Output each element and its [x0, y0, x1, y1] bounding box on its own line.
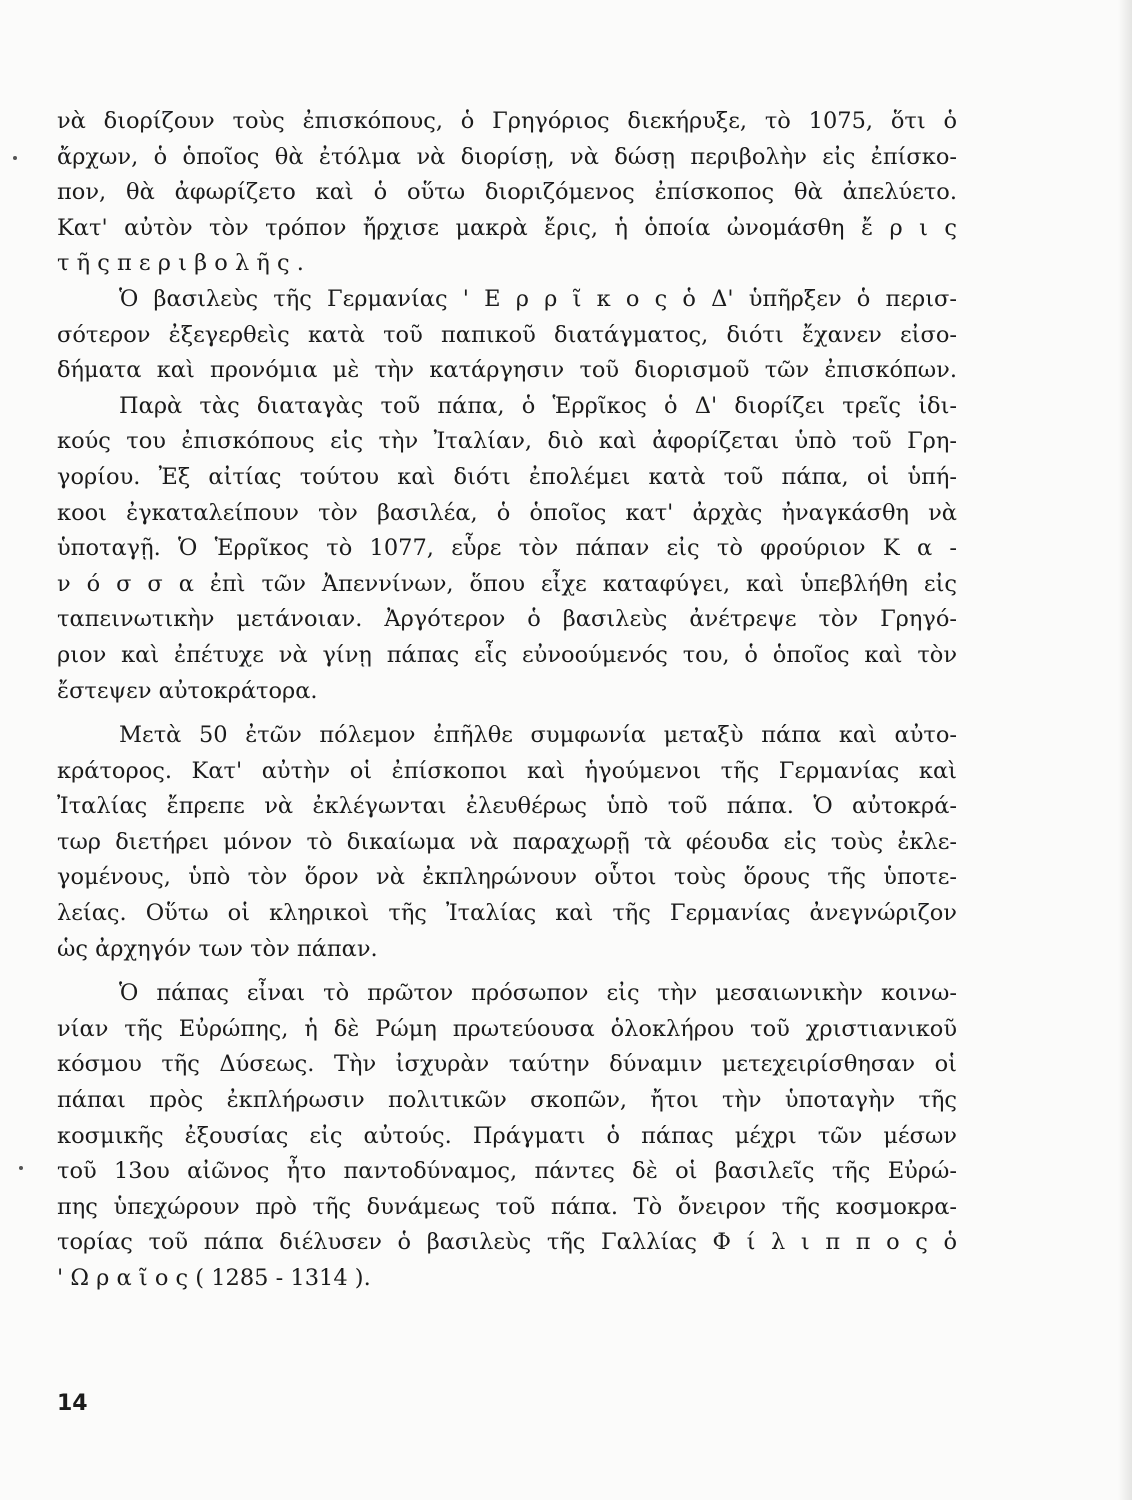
text-line: τωρ διετήρει μόνον τὸ δικαίωμα νὰ παραχωρῇ τὰ φέουδα εἰς τοὺς ἐκλε-	[57, 828, 957, 855]
text-line: νίαν τῆς Εὐρώπης, ἡ δὲ Ρώμη πρωτεύουσα ὁλοκλήρου τοῦ χριστιανικοῦ	[57, 1015, 957, 1042]
text-line: κοσμικῆς ἐξουσίας εἰς αὐτούς. Πράγματι ὁ πάπας μέχρι τῶν μέσων	[57, 1122, 957, 1149]
text-line: γομένους, ὑπὸ τὸν ὅρον νὰ ἐκπληρώνουν οὗτοι τοὺς ὅρους τῆς ὑποτε-	[57, 864, 957, 891]
text-line: τοῦ 13ου αἰῶνος ἦτο παντοδύναμος, πάντες δὲ οἱ βασιλεῖς τῆς Εὐρώ-	[57, 1158, 957, 1185]
scan-speck	[13, 156, 17, 160]
text-line: Κατ' αὐτὸν τὸν τρόπον ἤρχισε μακρὰ ἔρις, ἡ ὁποία ὠνομάσθη ἔ ρ ι ς	[57, 214, 957, 241]
text-line: κούς του ἐπισκόπους εἰς τὴν Ἰταλίαν, διὸ καὶ ἀφορίζεται ὑπὸ τοῦ Γρη-	[57, 428, 957, 455]
text-line: πον, θὰ ἀφωρίζετο καὶ ὁ οὕτω διοριζόμενος ἐπίσκοπος θὰ ἀπελύετο.	[57, 179, 957, 206]
text-line: λείας. Οὕτω οἱ κληρικοὶ τῆς Ἰταλίας καὶ τῆς Γερμανίας ἀνεγνώριζον	[57, 900, 957, 927]
text-line: ὡς ἀρχηγόν των τὸν πάπαν.	[57, 935, 378, 962]
text-line: ' Ω ρ α ῖ ο ς ( 1285 - 1314 ).	[57, 1265, 371, 1291]
body-text	[57, 104, 957, 1297]
text-line: ἔστεψεν αὐτοκράτορα.	[57, 677, 318, 704]
text-line: σότερον ἐξεγερθεὶς κατὰ τοῦ παπικοῦ διατάγματος, διότι ἔχανεν εἰσο-	[57, 321, 957, 348]
text-line: δήματα καὶ προνόμια μὲ τὴν κατάργησιν τοῦ διορισμοῦ τῶν ἐπισκόπων.	[57, 357, 957, 384]
text-line: κόσμου τῆς Δύσεως. Τὴν ἰσχυρὰν ταύτην δύναμιν μετεχειρίσθησαν οἱ	[57, 1051, 957, 1078]
text-line: Ἰταλίας ἔπρεπε νὰ ἐκλέγωνται ἐλευθέρως ὑπὸ τοῦ πάπα. Ὁ αὐτοκρά-	[57, 793, 957, 820]
text-line: γορίου. Ἐξ αἰτίας τούτου καὶ διότι ἐπολέμει κατὰ τοῦ πάπα, οἱ ὑπή-	[57, 463, 957, 490]
text-line: ν ό σ σ α ἐπὶ τῶν Ἀπεννίνων, ὅπου εἶχε καταφύγει, καὶ ὑπεβλήθη εἰς	[57, 570, 957, 597]
text-line: τ ῆ ς π ε ρ ι β ο λ ῆ ς .	[57, 250, 304, 277]
text-line: ριον καὶ ἐπέτυχε νὰ γίνῃ πάπας εἷς εὐνοούμενός του, ὁ ὁποῖος καὶ τὸν	[57, 641, 957, 668]
text-line: ταπεινωτικὴν μετάνοιαν. Ἀργότερον ὁ βασιλεὺς ἀνέτρεψε τὸν Γρηγό-	[57, 606, 957, 633]
text-line: Ὁ βασιλεὺς τῆς Γερμανίας ' Ε ρ ρ ῖ κ ο ς ὁ Δ' ὑπῆρξεν ὁ περισ-	[119, 285, 957, 312]
text-line: Παρὰ τὰς διαταγὰς τοῦ πάπα, ὁ Ἑρρῖκος ὁ Δ' διορίζει τρεῖς ἰδι-	[119, 392, 957, 419]
text-line: πης ὑπεχώρουν πρὸ τῆς δυνάμεως τοῦ πάπα. Τὸ ὄνειρον τῆς κοσμοκρα-	[57, 1193, 957, 1220]
page-edge-shadow	[1118, 0, 1132, 1500]
page-number: 14	[57, 1391, 88, 1416]
text-line: κοοι ἐγκαταλείπουν τὸν βασιλέα, ὁ ὁποῖος κατ' ἀρχὰς ἠναγκάσθη νὰ	[57, 499, 957, 526]
text-line: Μετὰ 50 ἐτῶν πόλεμον ἐπῆλθε συμφωνία μεταξὺ πάπα καὶ αὐτο-	[119, 722, 957, 749]
text-line: πάπαι πρὸς ἐκπλήρωσιν πολιτικῶν σκοπῶν, ἤτοι τὴν ὑποταγὴν τῆς	[57, 1087, 957, 1114]
scan-speck	[19, 1166, 23, 1170]
text-line: ὑποταγῇ. Ὁ Ἑρρῖκος τὸ 1077, εὗρε τὸν πάπαν εἰς τὸ φρούριον Κ α -	[57, 535, 957, 562]
text-line: Ὁ πάπας εἶναι τὸ πρῶτον πρόσωπον εἰς τὴν μεσαιωνικὴν κοινω-	[119, 980, 957, 1007]
text-line: κράτορος. Κατ' αὐτὴν οἱ ἐπίσκοποι καὶ ἡγούμενοι τῆς Γερμανίας καὶ	[57, 757, 957, 784]
text-line: ἄρχων, ὁ ὁποῖος θὰ ἐτόλμα νὰ διορίσῃ, νὰ δώσῃ περιβολὴν εἰς ἐπίσκο-	[57, 143, 957, 170]
text-line: νὰ διορίζουν τοὺς ἐπισκόπους, ὁ Γρηγόριος διεκήρυξε, τὸ 1075, ὅτι ὁ	[57, 108, 957, 134]
text-line: τορίας τοῦ πάπα διέλυσεν ὁ βασιλεὺς τῆς Γαλλίας Φ ί λ ι π π ο ς ὁ	[57, 1229, 957, 1256]
